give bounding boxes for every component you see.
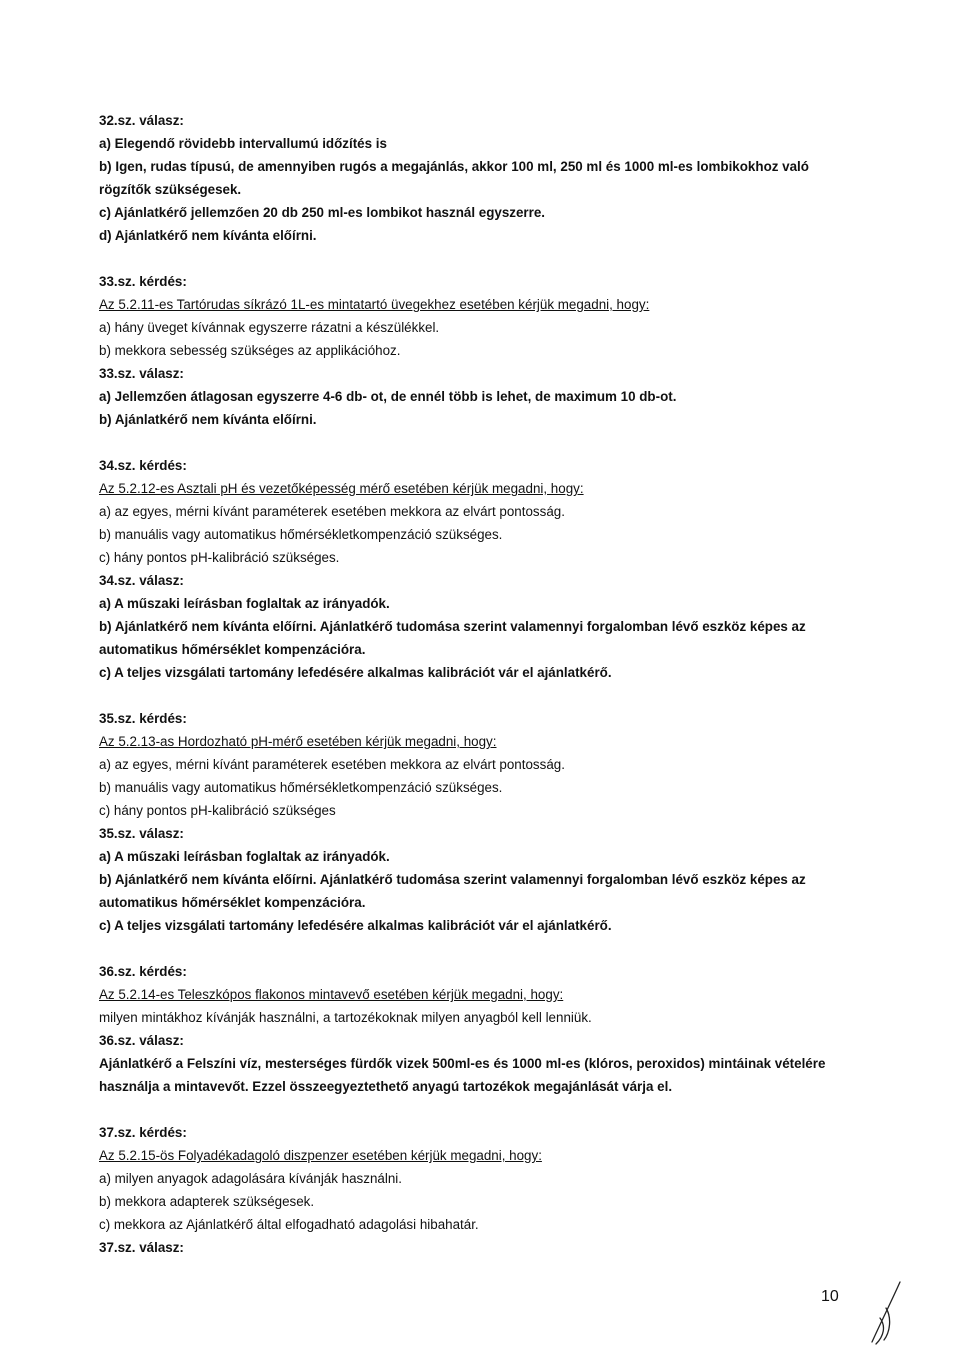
question-line: a) hány üveget kívánnak egyszerre rázatni a készülékkel. <box>99 320 440 335</box>
answer-line: d) Ajánlatkérő nem kívánta előírni. <box>99 228 317 243</box>
answer-line: a) A műszaki leírásban foglaltak az irányadók. <box>99 596 390 611</box>
page-number: 10 <box>821 1288 839 1305</box>
answer-line: a) Elegendő rövidebb intervallumú időzítés is <box>99 136 387 151</box>
question-header: 35.sz. kérdés: <box>99 711 187 726</box>
answer-header: 37.sz. válasz: <box>99 1240 184 1255</box>
question-line: milyen mintákhoz kívánják használni, a tartozékoknak milyen anyagból kell lenniük. <box>99 1010 592 1025</box>
document-page <box>99 109 859 1259</box>
section-36 <box>99 960 859 1098</box>
section-35 <box>99 707 859 937</box>
section-37 <box>99 1121 859 1259</box>
answer-header: 34.sz. válasz: <box>99 573 184 588</box>
question-line: b) mekkora sebesség szükséges az applikációhoz. <box>99 343 401 358</box>
question-line: b) manuális vagy automatikus hőmérsékletkompenzáció szükséges. <box>99 780 503 795</box>
answer-line: b) Ajánlatkérő nem kívánta előírni. Ajánlatkérő tudomása szerint valamennyi forgalomban lévő eszköz képes az automatikus hőmérséklet kompenzációra. <box>99 872 806 910</box>
answer-line: a) A műszaki leírásban foglaltak az irányadók. <box>99 849 390 864</box>
answer-line: b) Igen, rudas típusú, de amennyiben rugós a megajánlás, akkor 100 ml, 250 ml és 1000 ml-es lombikokhoz való rögzítők szükségesek. <box>99 159 809 197</box>
question-line: a) az egyes, mérni kívánt paraméterek esetében mekkora az elvárt pontosság. <box>99 504 565 519</box>
question-header: 36.sz. kérdés: <box>99 964 187 979</box>
answer-header: 35.sz. válasz: <box>99 826 184 841</box>
question-line: a) milyen anyagok adagolására kívánják használni. <box>99 1171 402 1186</box>
section-32 <box>99 109 859 247</box>
question-intro: Az 5.2.13-as Hordozható pH-mérő esetében kérjük megadni, hogy: <box>99 734 497 749</box>
answer-line: c) A teljes vizsgálati tartomány lefedésére alkalmas kalibrációt vár el ajánlatkérő. <box>99 665 612 680</box>
answer-header: 32.sz. válasz: <box>99 113 184 128</box>
question-line: b) mekkora adapterek szükségesek. <box>99 1194 315 1209</box>
question-header: 34.sz. kérdés: <box>99 458 187 473</box>
question-line: c) mekkora az Ajánlatkérő által elfogadható adagolási hibahatár. <box>99 1217 479 1232</box>
question-intro: Az 5.2.15-ös Folyadékadagoló diszpenzer esetében kérjük megadni, hogy: <box>99 1148 542 1163</box>
answer-line: a) Jellemzően átlagosan egyszerre 4-6 db- ot, de ennél több is lehet, de maximum 10 db-ot. <box>99 389 677 404</box>
question-header: 37.sz. kérdés: <box>99 1125 187 1140</box>
answer-line: Ajánlatkérő a Felszíni víz, mesterséges fürdők vizek 500ml-es és 1000 ml-es (klóros, peroxidos) mintáinak vételére használja a mintavevőt. Ezzel összeegyeztethető anyagú tartozékok megajánlását várja el. <box>99 1056 826 1094</box>
answer-header: 33.sz. válasz: <box>99 366 184 381</box>
answer-line: b) Ajánlatkérő nem kívánta előírni. Ajánlatkérő tudomása szerint valamennyi forgalomban lévő eszköz képes az automatikus hőmérséklet kompenzációra. <box>99 619 806 657</box>
question-intro: Az 5.2.14-es Teleszkópos flakonos mintavevő esetében kérjük megadni, hogy: <box>99 987 564 1002</box>
question-header: 33.sz. kérdés: <box>99 274 187 289</box>
question-intro: Az 5.2.12-es Asztali pH és vezetőképesség mérő esetében kérjük megadni, hogy: <box>99 481 584 496</box>
answer-header: 36.sz. válasz: <box>99 1033 184 1048</box>
question-line: a) az egyes, mérni kívánt paraméterek esetében mekkora az elvárt pontosság. <box>99 757 565 772</box>
question-line: c) hány pontos pH-kalibráció szükséges <box>99 803 336 818</box>
answer-line: c) A teljes vizsgálati tartomány lefedésére alkalmas kalibrációt vár el ajánlatkérő. <box>99 918 612 933</box>
handwritten-signature <box>862 1278 912 1348</box>
answer-line: c) Ajánlatkérő jellemzően 20 db 250 ml-es lombikot használ egyszerre. <box>99 205 546 220</box>
section-34 <box>99 454 859 684</box>
section-33 <box>99 270 859 431</box>
question-line: c) hány pontos pH-kalibráció szükséges. <box>99 550 340 565</box>
answer-line: b) Ajánlatkérő nem kívánta előírni. <box>99 412 317 427</box>
question-intro: Az 5.2.11-es Tartórudas síkrázó 1L-es mintatartó üvegekhez esetében kérjük megadni, hogy: <box>99 297 650 312</box>
question-line: b) manuális vagy automatikus hőmérsékletkompenzáció szükséges. <box>99 527 503 542</box>
